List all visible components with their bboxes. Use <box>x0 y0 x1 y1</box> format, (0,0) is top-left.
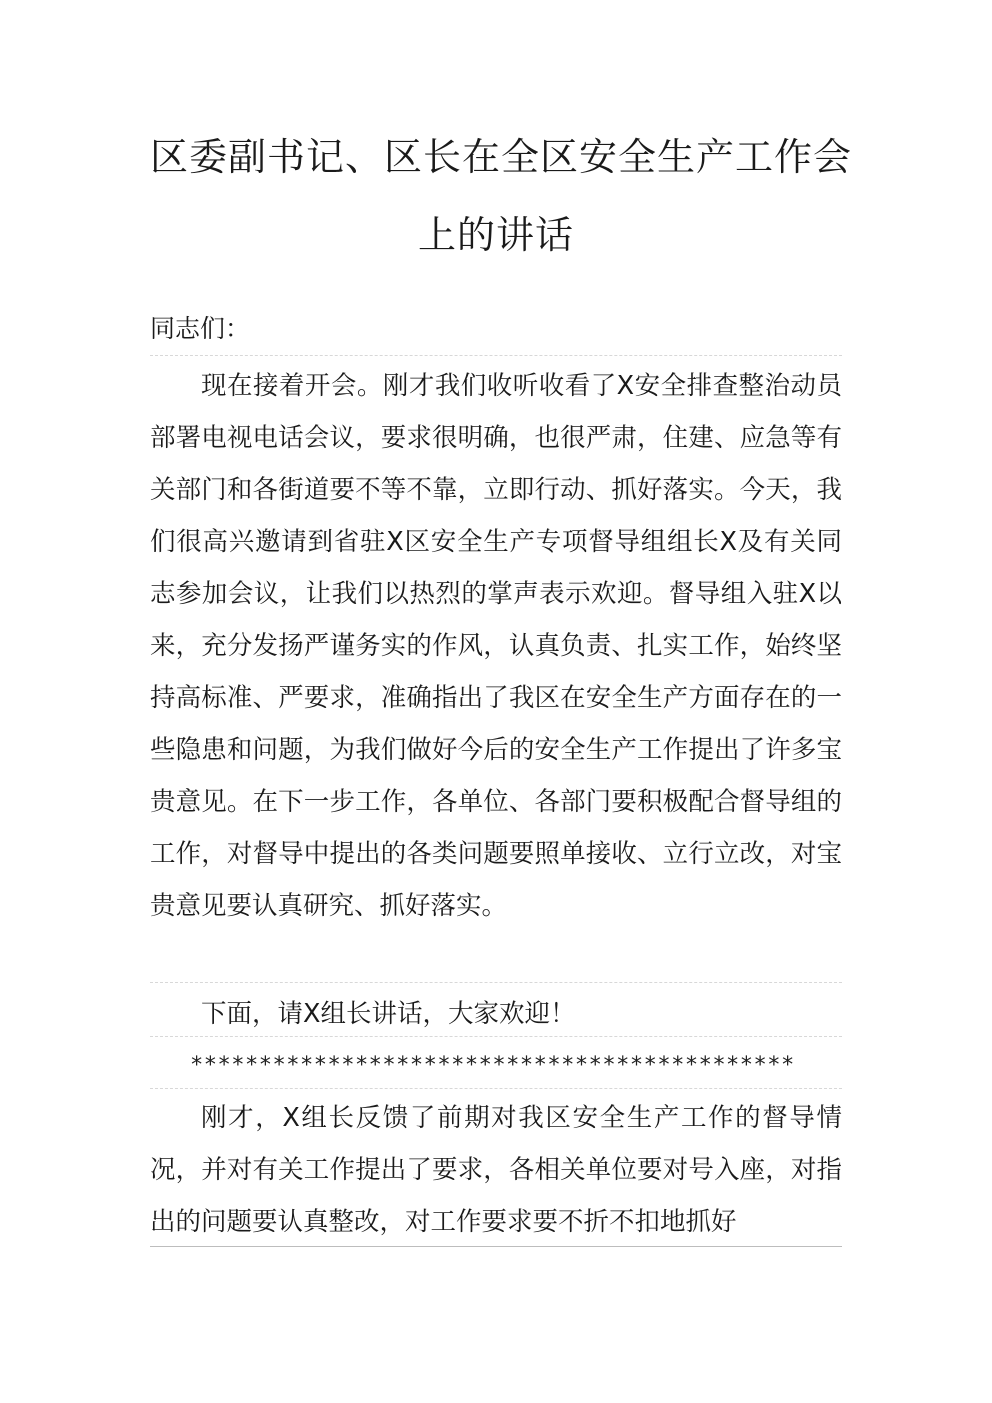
divider <box>150 1088 842 1089</box>
separator-stars: ******************************************** <box>190 1053 795 1078</box>
paragraph-introduction: 下面，请X组长讲话，大家欢迎！ <box>201 999 576 1029</box>
paragraph-opening: 现在接着开会。刚才我们收听收看了X安全排查整治动员部署电视电话会议，要求很明确，也很严肃，住建、应急等有关部门和各街道要不等不靠，立即行动、抓好落实。今天，我们很高兴邀请到省驻X区安全生产专项督导组组长X及有关同志参加会议，让我们以热烈的掌声表示欢迎。督导组入驻X以来，充分发扬严谨务实的作风，认真负责、扎实工作，始终坚持高标准、严要求，准确指出了我区在安全生产方面存在的一些隐患和问题，为我们做好今后的安全生产工作提出了许多宝贵意见。在下一步工作，各单位、各部门要积极配合督导组的工作，对督导中提出的各类问题要照单接收、立行立改，对宝贵意见要认真研究、抓好落实。 <box>150 371 842 921</box>
salutation: 同志们： <box>150 314 251 343</box>
divider <box>150 1036 842 1037</box>
divider <box>150 355 842 356</box>
document-title-line1: 区委副书记、区长在全区安全生产工作会 <box>150 135 853 179</box>
document-title-line2: 上的讲话 <box>417 213 574 257</box>
page-bottom-rule <box>150 1246 842 1247</box>
paragraph-feedback: 刚才，X组长反馈了前期对我区安全生产工作的督导情况，并对有关工作提出了要求，各相关单位要对号入座，对指出的问题要认真整改，对工作要求要不折不扣地抓好 <box>150 1103 842 1237</box>
divider <box>150 982 842 983</box>
